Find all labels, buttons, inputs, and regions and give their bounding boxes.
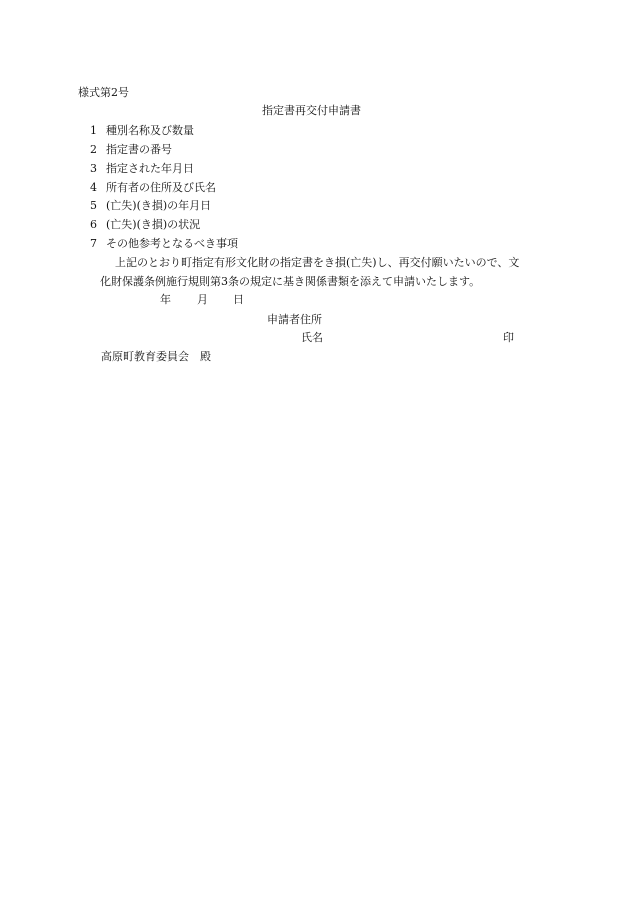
form-number: 様式第2号 [78, 86, 129, 99]
item-label: 所有者の住所及び氏名 [106, 181, 216, 194]
item-number: 5 [90, 199, 97, 212]
item-number: 1 [90, 124, 97, 137]
list-item [90, 181, 97, 194]
item-number: 4 [90, 181, 97, 194]
list-item [90, 237, 97, 250]
date-day-label: 日 [233, 293, 244, 306]
list-item [90, 143, 97, 156]
item-label: 指定書の番号 [106, 143, 172, 156]
item-label: (亡失)(き損)の年月日 [106, 199, 212, 212]
item-number: 2 [90, 143, 97, 156]
addressee: 高原町教育委員会 殿 [101, 350, 211, 363]
item-number: 7 [90, 237, 97, 250]
document-title: 指定書再交付申請書 [262, 104, 361, 117]
item-number: 3 [90, 162, 97, 175]
list-item [90, 218, 97, 231]
item-label: 種別名称及び数量 [106, 124, 194, 137]
item-number: 6 [90, 218, 97, 231]
body-text-line-2: 化財保護条例施行規則第3条の規定に基き関係書類を添えて申請いたします。 [100, 275, 481, 288]
body-text-line-1: 上記のとおり町指定有形文化財の指定書をき損(亡失)し、再交付願いたいので、文 [115, 256, 520, 269]
applicant-address-label: 申請者住所 [267, 313, 322, 326]
seal-label: 印 [503, 331, 514, 344]
list-item [90, 124, 97, 137]
date-year-label: 年 [160, 293, 171, 306]
list-item [90, 162, 97, 175]
item-label: 指定された年月日 [106, 162, 194, 175]
item-label: その他参考となるべき事項 [106, 237, 238, 250]
date-month-label: 月 [197, 293, 208, 306]
applicant-name-label: 氏名 [301, 331, 323, 344]
list-item [90, 199, 97, 212]
item-label: (亡失)(き損)の状況 [106, 218, 201, 231]
